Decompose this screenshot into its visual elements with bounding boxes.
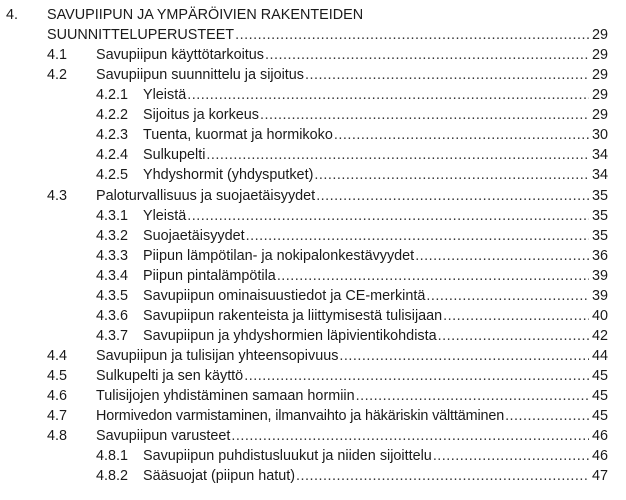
toc-entry-title: Savupiipun rakenteista ja liittymisestä tulisijaan: [143, 308, 443, 324]
toc-entry-title: Savupiipun varusteet: [96, 428, 231, 444]
toc-entry-title: Tuenta, kuormat ja hormikoko: [143, 127, 333, 143]
toc-leader-dots: [356, 387, 589, 407]
toc-page-number: 46: [591, 448, 608, 464]
toc-entry-number: 4.7: [47, 408, 68, 424]
toc-entry-title: Savupiipun suunnittelu ja sijoitus: [96, 67, 304, 83]
toc-entry-number: 4.6: [47, 388, 68, 404]
toc-entry-title: Paloturvallisuus ja suojaetäisyydet: [96, 188, 316, 204]
toc-leader-dots: [187, 86, 589, 106]
toc-chapter-heading-continued[interactable]: [0, 26, 626, 46]
toc-page-number: 42: [591, 328, 608, 344]
toc-leader-dots: [316, 187, 589, 207]
toc-entry-number: 4.4: [47, 348, 68, 364]
toc-entry-title: Hormivedon varmistaminen, ilmanvaihto ja häkäriskin välttäminen: [96, 408, 505, 424]
toc-subentry[interactable]: [0, 207, 626, 227]
toc-leader-dots: [433, 447, 589, 467]
toc-chapter-heading[interactable]: [0, 6, 626, 26]
toc-page-number: 45: [591, 408, 608, 424]
toc-leader-dots: [231, 427, 589, 447]
toc-leader-dots: [187, 207, 589, 227]
toc-page-number: 29: [591, 27, 608, 43]
toc-page-number: 35: [591, 208, 608, 224]
toc-entry-number: 4.3.1: [96, 208, 129, 224]
toc-entry-number: 4.3.3: [96, 248, 129, 264]
toc-entry[interactable]: [0, 187, 626, 207]
toc-page-number: 35: [591, 188, 608, 204]
toc-page-number: 29: [591, 47, 608, 63]
toc-subentry[interactable]: [0, 267, 626, 287]
toc-entry-number: 4.2.4: [96, 147, 129, 163]
toc-leader-dots: [235, 26, 589, 46]
toc-leader-dots: [277, 267, 589, 287]
toc-page-number: 45: [591, 368, 608, 384]
toc-entry-number: 4.3: [47, 188, 68, 204]
toc-leader-dots: [265, 46, 589, 66]
toc-page-number: 45: [591, 388, 608, 404]
toc-subentry[interactable]: [0, 86, 626, 106]
toc-page-number: 34: [591, 167, 608, 183]
toc-entry[interactable]: [0, 407, 626, 427]
toc-entry[interactable]: [0, 46, 626, 66]
toc-entry-number: 4.3.6: [96, 308, 129, 324]
toc-subentry[interactable]: [0, 307, 626, 327]
toc-page-number: 30: [591, 127, 608, 143]
toc-entry[interactable]: [0, 66, 626, 86]
toc-entry-number: 4.2.3: [96, 127, 129, 143]
toc-subentry[interactable]: [0, 327, 626, 347]
toc-subentry[interactable]: [0, 146, 626, 166]
toc-leader-dots: [443, 307, 589, 327]
toc-subentry[interactable]: [0, 247, 626, 267]
toc-page-number: 44: [591, 348, 608, 364]
toc-leader-dots: [505, 407, 589, 427]
toc-chapter-title-line2: SUUNNITTELUPERUSTEET: [47, 27, 235, 43]
toc-subentry[interactable]: [0, 227, 626, 247]
toc-leader-dots: [246, 227, 589, 247]
toc-entry-title: Yhdyshormit (yhdysputket): [143, 167, 314, 183]
toc-leader-dots: [260, 106, 589, 126]
toc-subentry[interactable]: [0, 166, 626, 186]
toc-entry[interactable]: [0, 347, 626, 367]
toc-page-number: 39: [591, 288, 608, 304]
toc-page-number: 36: [591, 248, 608, 264]
toc-entry-number: 4.2.1: [96, 87, 129, 103]
toc-entry-title: Suojaetäisyydet: [143, 228, 245, 244]
toc-page-number: 29: [591, 67, 608, 83]
toc-entry-title: Yleistä: [143, 87, 187, 103]
toc-entry-title: Yleistä: [143, 208, 187, 224]
toc-entry-number: 4.8: [47, 428, 68, 444]
toc-chapter-title-line1: SAVUPIIPUN JA YMPÄRÖIVIEN RAKENTEIDEN: [47, 7, 364, 23]
toc-entry-number: 4.3.5: [96, 288, 129, 304]
toc-subentry[interactable]: [0, 467, 626, 487]
toc-page-number: 34: [591, 147, 608, 163]
toc-leader-dots: [339, 347, 589, 367]
toc-leader-dots: [438, 327, 589, 347]
toc-chapter-number: 4.: [6, 7, 19, 23]
toc-entry-title: Savupiipun ja tulisijan yhteensopivuus: [96, 348, 339, 364]
toc-subentry[interactable]: [0, 126, 626, 146]
toc-leader-dots: [305, 66, 589, 86]
toc-entry-title: Savupiipun ja yhdyshormien läpivientikohdista: [143, 328, 437, 344]
toc-entry-number: 4.3.4: [96, 268, 129, 284]
toc-page-number: 29: [591, 87, 608, 103]
toc-entry[interactable]: [0, 427, 626, 447]
toc-leader-dots: [314, 166, 589, 186]
toc-leader-dots: [415, 247, 589, 267]
toc-entry[interactable]: [0, 367, 626, 387]
toc-subentry[interactable]: [0, 447, 626, 467]
toc-leader-dots: [296, 467, 589, 487]
toc-entry-title: Sulkupelti: [143, 147, 206, 163]
toc-entry-title: Sääsuojat (piipun hatut): [143, 468, 296, 484]
toc-subentry[interactable]: [0, 287, 626, 307]
toc-entry-number: 4.2.5: [96, 167, 129, 183]
toc-entry-number: 4.3.7: [96, 328, 129, 344]
toc-entry-number: 4.2.2: [96, 107, 129, 123]
toc-entry-number: 4.1: [47, 47, 68, 63]
toc-leader-dots: [334, 126, 589, 146]
toc-page-number: 35: [591, 228, 608, 244]
toc-page-number: 46: [591, 428, 608, 444]
toc-page-number: 29: [591, 107, 608, 123]
toc-entry-title: Savupiipun käyttötarkoitus: [96, 47, 264, 63]
toc-entry-number: 4.5: [47, 368, 68, 384]
toc-entry-title: Sulkupelti ja sen käyttö: [96, 368, 244, 384]
toc-leader-dots: [206, 146, 589, 166]
toc-entry-title: Piipun lämpötilan- ja nokipalonkestävyydet: [143, 248, 415, 264]
toc-entry-title: Sijoitus ja korkeus: [143, 107, 259, 123]
toc-leader-dots: [426, 287, 589, 307]
toc-entry-number: 4.3.2: [96, 228, 129, 244]
toc-entry-title: Savupiipun ominaisuustiedot ja CE-merkintä: [143, 288, 426, 304]
toc-entry-number: 4.8.1: [96, 448, 129, 464]
toc-entry[interactable]: [0, 387, 626, 407]
toc-entry-number: 4.2: [47, 67, 68, 83]
toc-subentry[interactable]: [0, 106, 626, 126]
toc-entry-title: Tulisijojen yhdistäminen samaan hormiin: [96, 388, 355, 404]
toc-entry-number: 4.8.2: [96, 468, 129, 484]
toc-page-number: 39: [591, 268, 608, 284]
toc-page-number: 47: [591, 468, 608, 484]
toc-entry-title: Savupiipun puhdistusluukut ja niiden sijoittelu: [143, 448, 432, 464]
toc-leader-dots: [244, 367, 589, 387]
toc-page-number: 40: [591, 308, 608, 324]
toc-entry-title: Piipun pintalämpötila: [143, 268, 276, 284]
